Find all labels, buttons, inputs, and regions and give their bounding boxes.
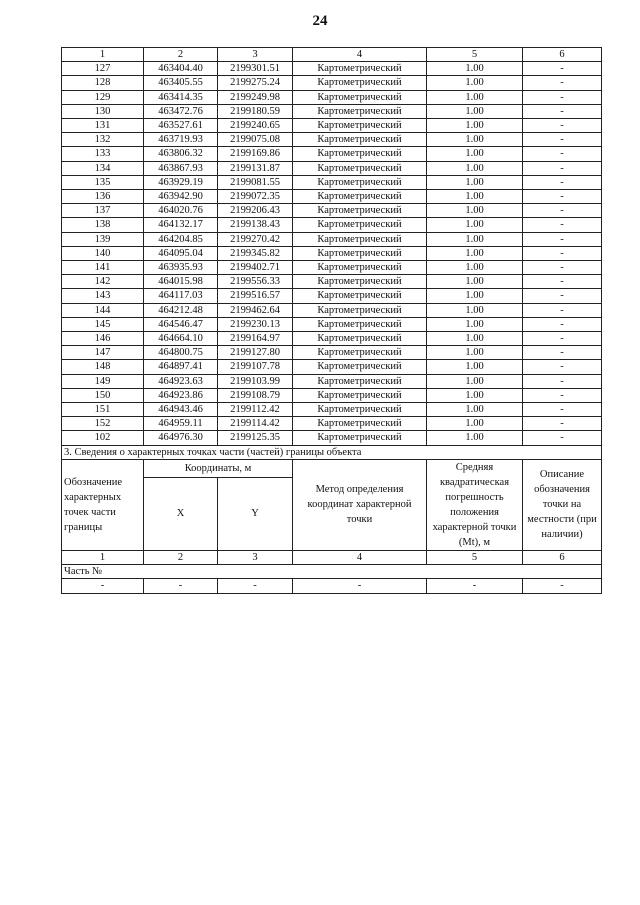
table-cell: 463414.35 bbox=[144, 90, 218, 104]
table-cell: 1.00 bbox=[427, 360, 523, 374]
table-cell: - bbox=[523, 119, 602, 133]
table-cell: - bbox=[144, 579, 218, 593]
table-cell: Картометрический bbox=[293, 175, 427, 189]
table-cell: Картометрический bbox=[293, 204, 427, 218]
table-row bbox=[62, 218, 602, 232]
table-cell: 1.00 bbox=[427, 261, 523, 275]
table-cell: 464959.11 bbox=[144, 417, 218, 431]
table-cell: 1.00 bbox=[427, 289, 523, 303]
table-cell: 1.00 bbox=[427, 133, 523, 147]
table-row bbox=[62, 332, 602, 346]
table-cell: - bbox=[427, 579, 523, 593]
table-cell: 1.00 bbox=[427, 218, 523, 232]
table-cell: 2199462.64 bbox=[218, 303, 293, 317]
section-title-row bbox=[62, 445, 602, 459]
table-cell: Картометрический bbox=[293, 161, 427, 175]
table-row bbox=[62, 403, 602, 417]
table-row bbox=[62, 431, 602, 445]
col-num: 6 bbox=[523, 550, 602, 564]
table-cell: 1.00 bbox=[427, 90, 523, 104]
table-cell: 464117.03 bbox=[144, 289, 218, 303]
table-cell: 463935.93 bbox=[144, 261, 218, 275]
table-cell: Картометрический bbox=[293, 431, 427, 445]
table-cell: 2199345.82 bbox=[218, 246, 293, 260]
table-cell: 2199240.65 bbox=[218, 119, 293, 133]
table-cell: 2199169.86 bbox=[218, 147, 293, 161]
table-row bbox=[62, 261, 602, 275]
empty-data-row bbox=[62, 579, 602, 593]
table-row bbox=[62, 374, 602, 388]
table-row bbox=[62, 289, 602, 303]
table-cell: 1.00 bbox=[427, 275, 523, 289]
table-cell: Картометрический bbox=[293, 317, 427, 331]
table-cell: - bbox=[523, 246, 602, 260]
table-cell: - bbox=[523, 289, 602, 303]
table-cell: 2199164.97 bbox=[218, 332, 293, 346]
table-row bbox=[62, 190, 602, 204]
table-cell: 2199125.35 bbox=[218, 431, 293, 445]
table-cell: 141 bbox=[62, 261, 144, 275]
table-cell: 463405.55 bbox=[144, 76, 218, 90]
table-cell: Картометрический bbox=[293, 388, 427, 402]
header-y: Y bbox=[218, 477, 293, 550]
table-cell: 464897.41 bbox=[144, 360, 218, 374]
table-cell: - bbox=[523, 175, 602, 189]
table-cell: 2199270.42 bbox=[218, 232, 293, 246]
table-cell: 1.00 bbox=[427, 388, 523, 402]
table-cell: 128 bbox=[62, 76, 144, 90]
table-cell: 464943.46 bbox=[144, 403, 218, 417]
table-cell: 150 bbox=[62, 388, 144, 402]
table-cell: 1.00 bbox=[427, 246, 523, 260]
table-cell: - bbox=[523, 346, 602, 360]
table-cell: - bbox=[523, 76, 602, 90]
table-cell: 144 bbox=[62, 303, 144, 317]
table-cell: 1.00 bbox=[427, 303, 523, 317]
table-cell: 464800.75 bbox=[144, 346, 218, 360]
table-cell: - bbox=[523, 232, 602, 246]
table-cell: 1.00 bbox=[427, 431, 523, 445]
table-cell: 2199107.78 bbox=[218, 360, 293, 374]
header-method: Метод определения координат характерной точки bbox=[293, 459, 427, 550]
table-row bbox=[62, 204, 602, 218]
table-cell: Картометрический bbox=[293, 104, 427, 118]
table-cell: 143 bbox=[62, 289, 144, 303]
table-row bbox=[62, 388, 602, 402]
table-cell: 463942.90 bbox=[144, 190, 218, 204]
table-row bbox=[62, 76, 602, 90]
section-title: 3. Сведения о характерных точках части (частей) границы объекта bbox=[62, 445, 602, 459]
table-cell: 2199103.99 bbox=[218, 374, 293, 388]
table-cell: 464204.85 bbox=[144, 232, 218, 246]
table-row bbox=[62, 246, 602, 260]
table-cell: 463472.76 bbox=[144, 104, 218, 118]
table-cell: 137 bbox=[62, 204, 144, 218]
table-cell: Картометрический bbox=[293, 261, 427, 275]
table-cell: 1.00 bbox=[427, 119, 523, 133]
table-cell: 2199075.08 bbox=[218, 133, 293, 147]
col-num: 4 bbox=[293, 48, 427, 62]
table-cell: 463719.93 bbox=[144, 133, 218, 147]
col-num: 4 bbox=[293, 550, 427, 564]
table-cell: 149 bbox=[62, 374, 144, 388]
header-point-designation: Обозначение характерных точек части границы bbox=[62, 459, 144, 550]
col-num: 5 bbox=[427, 550, 523, 564]
table-cell: - bbox=[523, 90, 602, 104]
table-cell: 148 bbox=[62, 360, 144, 374]
table-cell: Картометрический bbox=[293, 76, 427, 90]
header-row-1 bbox=[62, 459, 602, 477]
table-cell: 464132.17 bbox=[144, 218, 218, 232]
table-row bbox=[62, 317, 602, 331]
col-num: 1 bbox=[62, 48, 144, 62]
table-cell: 146 bbox=[62, 332, 144, 346]
table-cell: 1.00 bbox=[427, 403, 523, 417]
table-cell: Картометрический bbox=[293, 232, 427, 246]
table-cell: - bbox=[523, 133, 602, 147]
col-num: 2 bbox=[144, 48, 218, 62]
table-cell: 463867.93 bbox=[144, 161, 218, 175]
table-cell: 136 bbox=[62, 190, 144, 204]
table-row bbox=[62, 62, 602, 76]
table-cell: 2199301.51 bbox=[218, 62, 293, 76]
section3-column-number-row bbox=[62, 550, 602, 564]
table-cell: 2199127.80 bbox=[218, 346, 293, 360]
table-cell: 140 bbox=[62, 246, 144, 260]
table-cell: 142 bbox=[62, 275, 144, 289]
table-cell: Картометрический bbox=[293, 119, 427, 133]
table-cell: Картометрический bbox=[293, 374, 427, 388]
table-cell: 464212.48 bbox=[144, 303, 218, 317]
table-row bbox=[62, 119, 602, 133]
table-cell: Картометрический bbox=[293, 246, 427, 260]
table-cell: - bbox=[523, 388, 602, 402]
table-cell: 464664.10 bbox=[144, 332, 218, 346]
table-cell: 464923.63 bbox=[144, 374, 218, 388]
part-label-row bbox=[62, 565, 602, 579]
table-cell: 463527.61 bbox=[144, 119, 218, 133]
table-cell: 1.00 bbox=[427, 417, 523, 431]
table-row bbox=[62, 303, 602, 317]
table-cell: 131 bbox=[62, 119, 144, 133]
table-cell: 464095.04 bbox=[144, 246, 218, 260]
table-cell: 2199138.43 bbox=[218, 218, 293, 232]
table-cell: Картометрический bbox=[293, 62, 427, 76]
part-label: Часть № bbox=[62, 565, 602, 579]
table-cell: 135 bbox=[62, 175, 144, 189]
table-cell: 1.00 bbox=[427, 62, 523, 76]
table-cell: 463806.32 bbox=[144, 147, 218, 161]
table-cell: 152 bbox=[62, 417, 144, 431]
table-cell: 1.00 bbox=[427, 161, 523, 175]
table-cell: 464020.76 bbox=[144, 204, 218, 218]
table-cell: 464923.86 bbox=[144, 388, 218, 402]
table-cell: 134 bbox=[62, 161, 144, 175]
table-cell: Картометрический bbox=[293, 289, 427, 303]
table-cell: - bbox=[523, 161, 602, 175]
table-cell: - bbox=[523, 261, 602, 275]
table-cell: 464546.47 bbox=[144, 317, 218, 331]
boundary-points-table bbox=[61, 47, 602, 594]
table-cell: - bbox=[523, 190, 602, 204]
table-cell: - bbox=[523, 303, 602, 317]
table-cell: 151 bbox=[62, 403, 144, 417]
table-cell: Картометрический bbox=[293, 190, 427, 204]
table-cell: 2199131.87 bbox=[218, 161, 293, 175]
table-cell: 2199206.43 bbox=[218, 204, 293, 218]
table-cell: Картометрический bbox=[293, 417, 427, 431]
table-cell: Картометрический bbox=[293, 147, 427, 161]
table-cell: 2199230.13 bbox=[218, 317, 293, 331]
table-cell: 1.00 bbox=[427, 346, 523, 360]
table-cell: - bbox=[523, 417, 602, 431]
table-cell: 2199516.57 bbox=[218, 289, 293, 303]
table-cell: 2199112.42 bbox=[218, 403, 293, 417]
table-cell: 1.00 bbox=[427, 232, 523, 246]
table-cell: - bbox=[523, 579, 602, 593]
table-cell: 2199114.42 bbox=[218, 417, 293, 431]
table-cell: 102 bbox=[62, 431, 144, 445]
table-row bbox=[62, 275, 602, 289]
table-cell: - bbox=[218, 579, 293, 593]
table-cell: 2199402.71 bbox=[218, 261, 293, 275]
table-cell: 2199108.79 bbox=[218, 388, 293, 402]
table-cell: - bbox=[523, 275, 602, 289]
table-cell: 1.00 bbox=[427, 190, 523, 204]
col-num: 3 bbox=[218, 48, 293, 62]
table-cell: 1.00 bbox=[427, 76, 523, 90]
table-cell: - bbox=[523, 403, 602, 417]
table-cell: 2199275.24 bbox=[218, 76, 293, 90]
table-row bbox=[62, 90, 602, 104]
table-cell: - bbox=[523, 374, 602, 388]
table-cell: - bbox=[523, 104, 602, 118]
table-cell: Картометрический bbox=[293, 332, 427, 346]
table-row bbox=[62, 346, 602, 360]
table-cell: 1.00 bbox=[427, 104, 523, 118]
table-cell: 463929.19 bbox=[144, 175, 218, 189]
page-number: 24 bbox=[312, 13, 328, 29]
table-cell: - bbox=[62, 579, 144, 593]
table-cell: 130 bbox=[62, 104, 144, 118]
table-cell: - bbox=[523, 431, 602, 445]
table-cell: 1.00 bbox=[427, 332, 523, 346]
table-row bbox=[62, 175, 602, 189]
table-cell: 2199072.35 bbox=[218, 190, 293, 204]
header-description: Описание обозначения точки на местности (при наличии) bbox=[523, 459, 602, 550]
table-cell: 2199249.98 bbox=[218, 90, 293, 104]
table-row bbox=[62, 417, 602, 431]
table-row bbox=[62, 104, 602, 118]
table-cell: Картометрический bbox=[293, 403, 427, 417]
table-cell: 2199556.33 bbox=[218, 275, 293, 289]
table-cell: 2199180.59 bbox=[218, 104, 293, 118]
table-cell: Картометрический bbox=[293, 90, 427, 104]
header-x: X bbox=[144, 477, 218, 550]
col-num: 6 bbox=[523, 48, 602, 62]
col-num: 1 bbox=[62, 550, 144, 564]
table-cell: Картометрический bbox=[293, 303, 427, 317]
table-cell: 464015.98 bbox=[144, 275, 218, 289]
table-cell: Картометрический bbox=[293, 218, 427, 232]
table-cell: Картометрический bbox=[293, 275, 427, 289]
table-cell: - bbox=[523, 204, 602, 218]
table-cell: Картометрический bbox=[293, 360, 427, 374]
table-cell: 138 bbox=[62, 218, 144, 232]
table-cell: - bbox=[293, 579, 427, 593]
col-num: 2 bbox=[144, 550, 218, 564]
table-cell: 139 bbox=[62, 232, 144, 246]
table-cell: 464976.30 bbox=[144, 431, 218, 445]
table-cell: - bbox=[523, 332, 602, 346]
table-cell: 147 bbox=[62, 346, 144, 360]
table-row bbox=[62, 360, 602, 374]
header-accuracy: Средняя квадратическая погрешность положения характерной точки (Mt), м bbox=[427, 459, 523, 550]
table-cell: - bbox=[523, 147, 602, 161]
table-cell: 132 bbox=[62, 133, 144, 147]
table-row bbox=[62, 232, 602, 246]
table-cell: - bbox=[523, 218, 602, 232]
table-cell: 1.00 bbox=[427, 374, 523, 388]
table-cell: Картометрический bbox=[293, 133, 427, 147]
table-cell: 1.00 bbox=[427, 204, 523, 218]
table-cell: - bbox=[523, 317, 602, 331]
table-cell: 463404.40 bbox=[144, 62, 218, 76]
column-number-row bbox=[62, 48, 602, 62]
table-cell: 1.00 bbox=[427, 317, 523, 331]
col-num: 3 bbox=[218, 550, 293, 564]
header-coordinates: Координаты, м bbox=[144, 459, 293, 477]
table-cell: 127 bbox=[62, 62, 144, 76]
table-row bbox=[62, 133, 602, 147]
table-cell: 2199081.55 bbox=[218, 175, 293, 189]
table-cell: 145 bbox=[62, 317, 144, 331]
table-cell: 1.00 bbox=[427, 147, 523, 161]
table-row bbox=[62, 161, 602, 175]
col-num: 5 bbox=[427, 48, 523, 62]
table-cell: 1.00 bbox=[427, 175, 523, 189]
table-row bbox=[62, 147, 602, 161]
table-cell: 129 bbox=[62, 90, 144, 104]
table-cell: Картометрический bbox=[293, 346, 427, 360]
table-cell: 133 bbox=[62, 147, 144, 161]
table-cell: - bbox=[523, 62, 602, 76]
table-cell: - bbox=[523, 360, 602, 374]
